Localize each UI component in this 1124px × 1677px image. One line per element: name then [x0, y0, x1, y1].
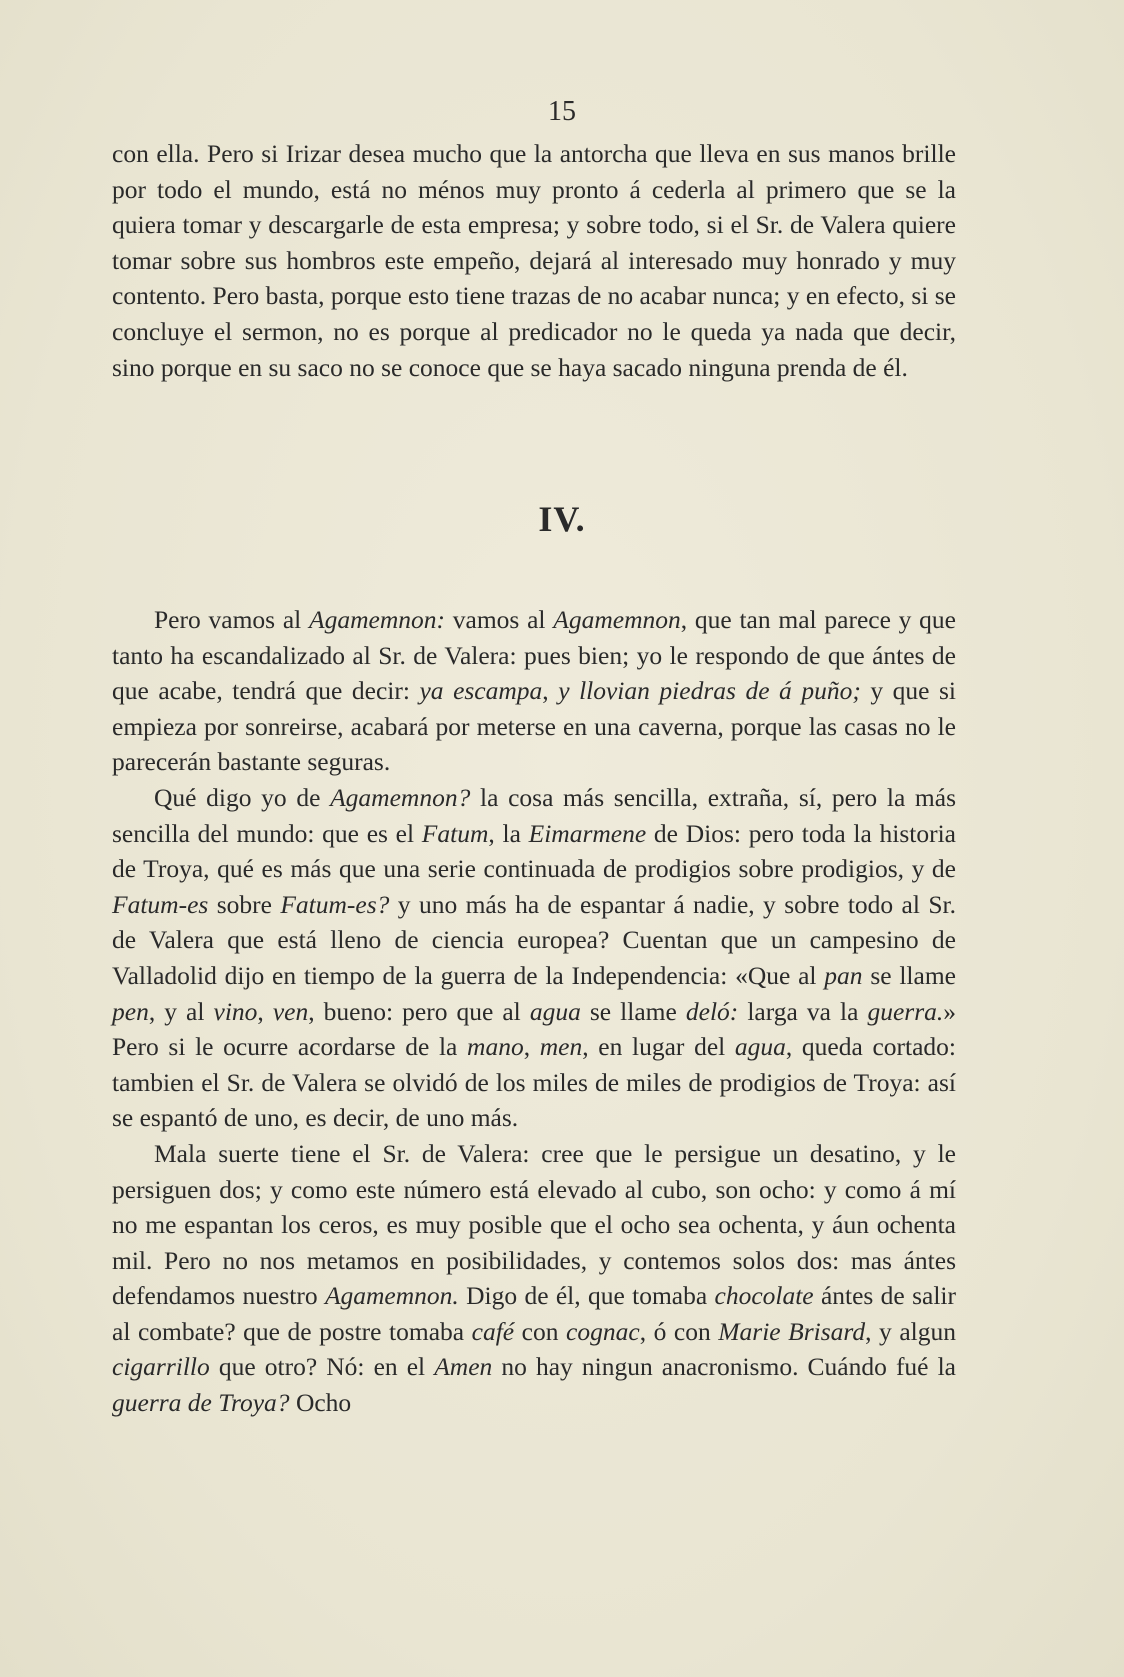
section-heading: IV.	[538, 499, 586, 539]
page-number: 15	[548, 96, 576, 127]
paragraph-1: con ella. Pero si Irizar desea mucho que la antorcha que lleva en sus manos brille por todo el mundo, está no ménos muy pronto á cederla al primero que se la quiera tomar y descargarle de esta empresa; y sobre todo, si el Sr. de Valera quiere tomar sobre sus hombros este empeño, dejará al interesado muy honrado y muy contento. Pero basta, porque esto tiene trazas de no acabar nunca; y en efecto, si se concluye el sermon, no es porque al predicador no le queda ya nada que decir, sino porque en su saco no se conoce que se haya sacado ninguna prenda de él.	[112, 139, 956, 382]
text-block-main	[112, 602, 956, 1421]
paragraph-3: Qué digo yo de Agamemnon? la cosa más sencilla, extraña, sí, pero la más sencilla del mundo: que es el Fatum, la Eimarmene de Dios: pero toda la historia de Troya, qué es más que una serie continuada de prodigios sobre prodigios, y de Fatum-es sobre Fatum-es? y uno más ha de espantar á nadie, y sobre todo al Sr. de Valera que está lleno de ciencia europea? Cuentan que un campesino de Valladolid dijo en tiempo de la guerra de la Independencia: «Que al pan se llame pen, y al vino, ven, bueno: pero que al agua se llame deló: larga va la guerra.» Pero si le ocurre acordarse de la mano, men, en lugar del agua, queda cortado: tambien el Sr. de Valera se olvidó de los miles de miles de prodigios de Troya: así se espantó de uno, es decir, de uno más.	[112, 782, 957, 1133]
text-block-top	[112, 136, 956, 385]
paragraph-2: Pero vamos al Agamemnon: vamos al Agamemnon, que tan mal parece y que tanto ha escandalizado al Sr. de Valera: pues bien; yo le respondo de que ántes de que acabe, tendrá que decir: ya escampa, y llovian piedras de á puño; y que si empieza por sonreirse, acabará por meterse en una caverna, porque las casas no le parecerán bastante seguras.	[112, 605, 957, 777]
paragraph-4: Mala suerte tiene el Sr. de Valera: cree que le persigue un desatino, y le persiguen dos; y como este número está elevado al cubo, son ocho: y como á mí no me espantan los ceros, es muy posible que el ocho sea ochenta, y áun ochenta mil. Pero no nos metamos en posibilidades, y contemos solos dos: mas ántes defendamos nuestro Agamemnon. Digo de él, que tomaba chocolate ántes de salir al combate? que de postre tomaba café con cognac, ó con Marie Brisard, y algun cigarrillo que otro? Nó: en el Amen no hay ningun anacronismo. Cuándo fué la guerra de Troya? Ocho	[112, 1138, 957, 1418]
